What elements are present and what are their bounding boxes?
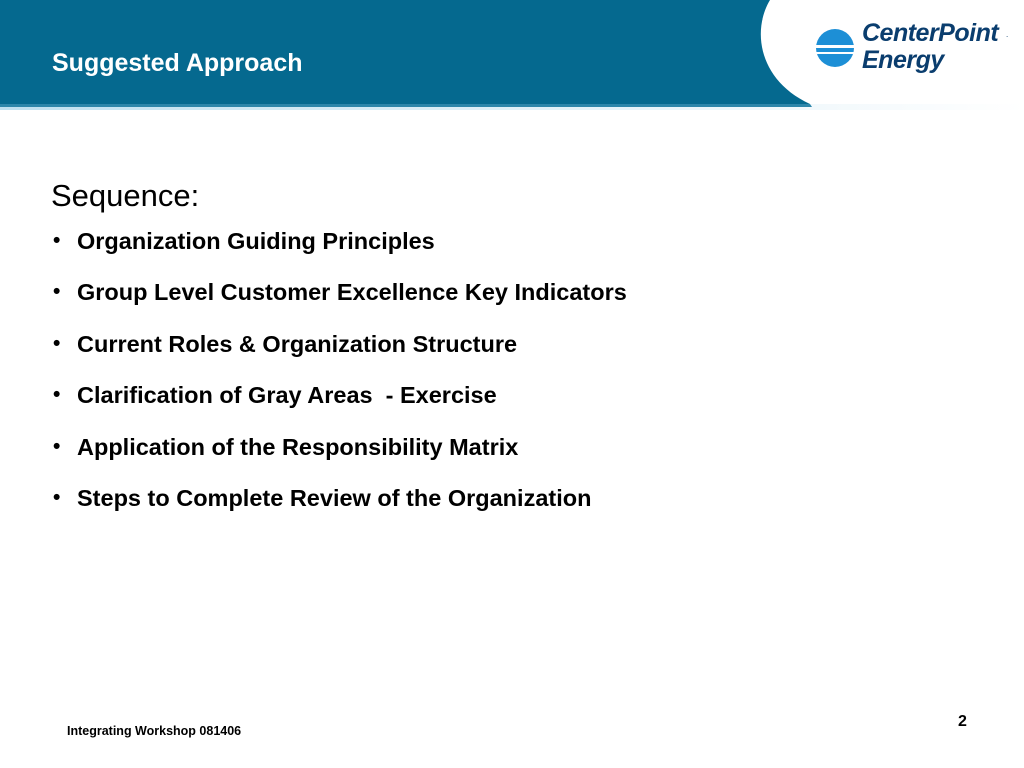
slide-title: Suggested Approach bbox=[52, 49, 303, 77]
bullet-text: Current Roles & Organization Structure bbox=[77, 330, 518, 357]
bullet-text: Group Level Customer Excellence Key Indicators bbox=[77, 279, 627, 306]
bullet-icon: • bbox=[53, 280, 61, 304]
bullet-item bbox=[51, 381, 991, 432]
bullet-icon: • bbox=[53, 383, 61, 407]
bullet-item bbox=[51, 227, 991, 278]
logo-trademark: . bbox=[1006, 30, 1009, 39]
page-number: 2 bbox=[958, 713, 967, 730]
bullet-icon: • bbox=[53, 331, 61, 355]
bullet-item bbox=[51, 433, 991, 484]
bullet-item bbox=[51, 278, 991, 329]
bullet-icon: • bbox=[53, 485, 61, 509]
bullet-item bbox=[51, 330, 991, 381]
bullet-list bbox=[51, 227, 991, 535]
logo-wordmark bbox=[862, 20, 998, 74]
logo-line-1: CenterPoint bbox=[862, 19, 999, 47]
logo-circle-icon bbox=[812, 28, 860, 68]
bullet-text: Organization Guiding Principles bbox=[77, 228, 435, 254]
section-heading: Sequence: bbox=[51, 178, 200, 213]
footer-text: Integrating Workshop 081406 bbox=[67, 724, 242, 738]
bullet-text: Clarification of Gray Areas - Exercise bbox=[77, 382, 497, 409]
bullet-item bbox=[51, 484, 991, 535]
logo-line-2: Energy bbox=[862, 46, 944, 74]
bullet-icon: • bbox=[53, 229, 61, 252]
centerpoint-logo bbox=[812, 18, 1012, 80]
bullet-text: Steps to Complete Review of the Organization bbox=[77, 484, 592, 511]
bullet-text: Application of the Responsibility Matrix bbox=[77, 433, 519, 460]
slide-body bbox=[51, 176, 991, 535]
bullet-icon: • bbox=[53, 434, 61, 458]
